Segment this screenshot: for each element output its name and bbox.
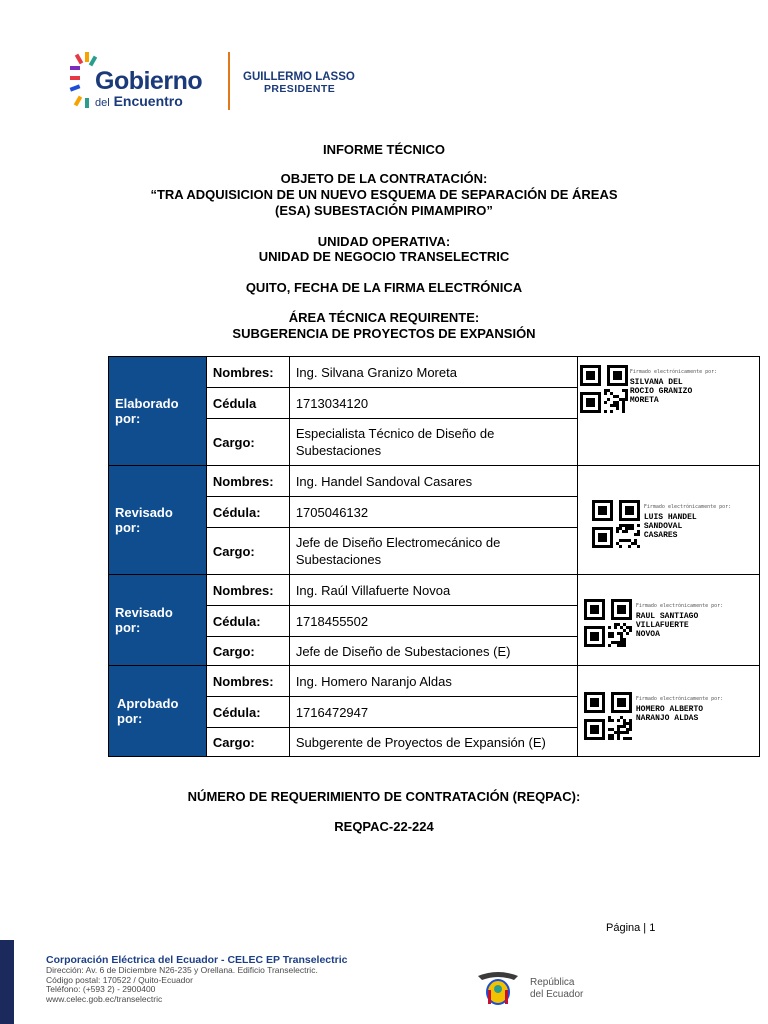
ecuador-coat-of-arms-icon [474, 970, 522, 1006]
unit-label: UNIDAD OPERATIVA: [317, 234, 451, 249]
id-label: Cédula: [206, 697, 289, 728]
id-label: Cédula: [206, 606, 289, 637]
position-value: Subgerente de Proyectos de Expansión (E) [289, 728, 577, 757]
signature-caption: Firmado electrónicamente por: [629, 369, 718, 375]
names-label: Nombres: [206, 466, 289, 497]
object-label: OBJETO DE LA CONTRATACIÓN: [280, 171, 488, 186]
gobierno-burst-icon [68, 50, 98, 110]
footer-postal: Código postal: 170522 / Quito-Ecuador [46, 974, 193, 985]
signature-table [108, 356, 760, 757]
president-name: GUILLERMO LASSO [243, 71, 355, 83]
qr-code-icon [592, 500, 640, 548]
footer-accent-bar [0, 940, 14, 1024]
signature-caption: Firmado electrónicamente por: [635, 696, 724, 702]
place-date: QUITO, FECHA DE LA FIRMA ELECTRÓNICA [245, 280, 523, 295]
name-value: Ing. Handel Sandoval Casares [289, 466, 577, 497]
qr-code-icon [580, 365, 628, 413]
electronic-signature [577, 575, 759, 666]
role-cell: Elaborado por: [109, 357, 207, 466]
position-label: Cargo: [206, 728, 289, 757]
object-line-1: “TRA ADQUISICION DE UN NUEVO ESQUEMA DE SEPARACIÓN DE ÁREAS [150, 187, 618, 202]
signer-name: LUIS HANDEL SANDOVAL CASARES [643, 513, 697, 540]
logo-gobierno-text: Gobierno [95, 67, 203, 95]
id-value: 1718455502 [289, 606, 577, 637]
position-value: Especialista Técnico de Diseño de Subestaciones [289, 419, 577, 466]
signer-name: HOMERO ALBERTO NARANJO ALDAS [635, 705, 704, 723]
name-value: Ing. Raúl Villafuerte Novoa [289, 575, 577, 606]
logo-encuentro-text: del Encuentro [95, 93, 183, 109]
signer-name: RAUL SANTIAGO VILLAFUERTE NOVOA [635, 612, 699, 639]
names-label: Nombres: [206, 357, 289, 388]
qr-code-icon [584, 692, 632, 740]
position-label: Cargo: [206, 419, 289, 466]
signer-name: SILVANA DEL ROCIO GRANIZO MORETA [629, 378, 693, 405]
reqpac-label: NÚMERO DE REQUERIMIENTO DE CONTRATACIÓN (REQPAC): [187, 789, 581, 804]
id-value: 1716472947 [289, 697, 577, 728]
role-cell: Revisado por: [109, 575, 207, 666]
header-logo [68, 50, 388, 112]
document-type: INFORME TÉCNICO [322, 142, 446, 157]
electronic-signature [577, 666, 759, 757]
signature-caption: Firmado electrónicamente por: [643, 504, 732, 510]
name-value: Ing. Homero Naranjo Aldas [289, 666, 577, 697]
qr-code-icon [584, 599, 632, 647]
id-label: Cédula [206, 388, 289, 419]
logo-divider [228, 52, 230, 110]
position-label: Cargo: [206, 637, 289, 666]
id-label: Cédula: [206, 497, 289, 528]
footer-phone: Teléfono: (+593 2) - 2900400 [46, 984, 156, 994]
name-value: Ing. Silvana Granizo Moreta [289, 357, 577, 388]
id-value: 1705046132 [289, 497, 577, 528]
role-cell: Aprobado por: [109, 666, 207, 757]
president-title: PRESIDENTE [264, 83, 336, 95]
names-label: Nombres: [206, 666, 289, 697]
footer-republic-line-2: del Ecuador [530, 989, 584, 1000]
position-value: Jefe de Diseño de Subestaciones (E) [289, 637, 577, 666]
area-label: ÁREA TÉCNICA REQUIRENTE: [288, 310, 480, 325]
object-line-2: (ESA) SUBESTACIÓN PIMAMPIRO” [275, 203, 493, 218]
page-number: Página | 1 [606, 922, 656, 934]
electronic-signature [577, 357, 759, 466]
signature-caption: Firmado electrónicamente por: [635, 603, 724, 609]
reqpac-value: REQPAC-22-224 [334, 819, 434, 834]
footer-web[interactable]: www.celec.gob.ec/transelectric [46, 993, 163, 1004]
footer-republic-line-1: República [530, 977, 575, 988]
footer-company: Corporación Eléctrica del Ecuador - CELEC EP Transelectric [46, 954, 348, 966]
position-label: Cargo: [206, 528, 289, 575]
position-value: Jefe de Diseño Electromecánico de Subestaciones [289, 528, 577, 575]
id-value: 1713034120 [289, 388, 577, 419]
area-value: SUBGERENCIA DE PROYECTOS DE EXPANSIÓN [232, 326, 536, 341]
unit-value: UNIDAD DE NEGOCIO TRANSELECTRIC [258, 249, 510, 264]
names-label: Nombres: [206, 575, 289, 606]
electronic-signature [577, 466, 759, 575]
role-cell: Revisado por: [109, 466, 207, 575]
footer-contact [46, 966, 318, 1004]
footer-address: Dirección: Av. 6 de Diciembre N26-235 y Orellana. Edificio Transelectric. [46, 965, 318, 975]
